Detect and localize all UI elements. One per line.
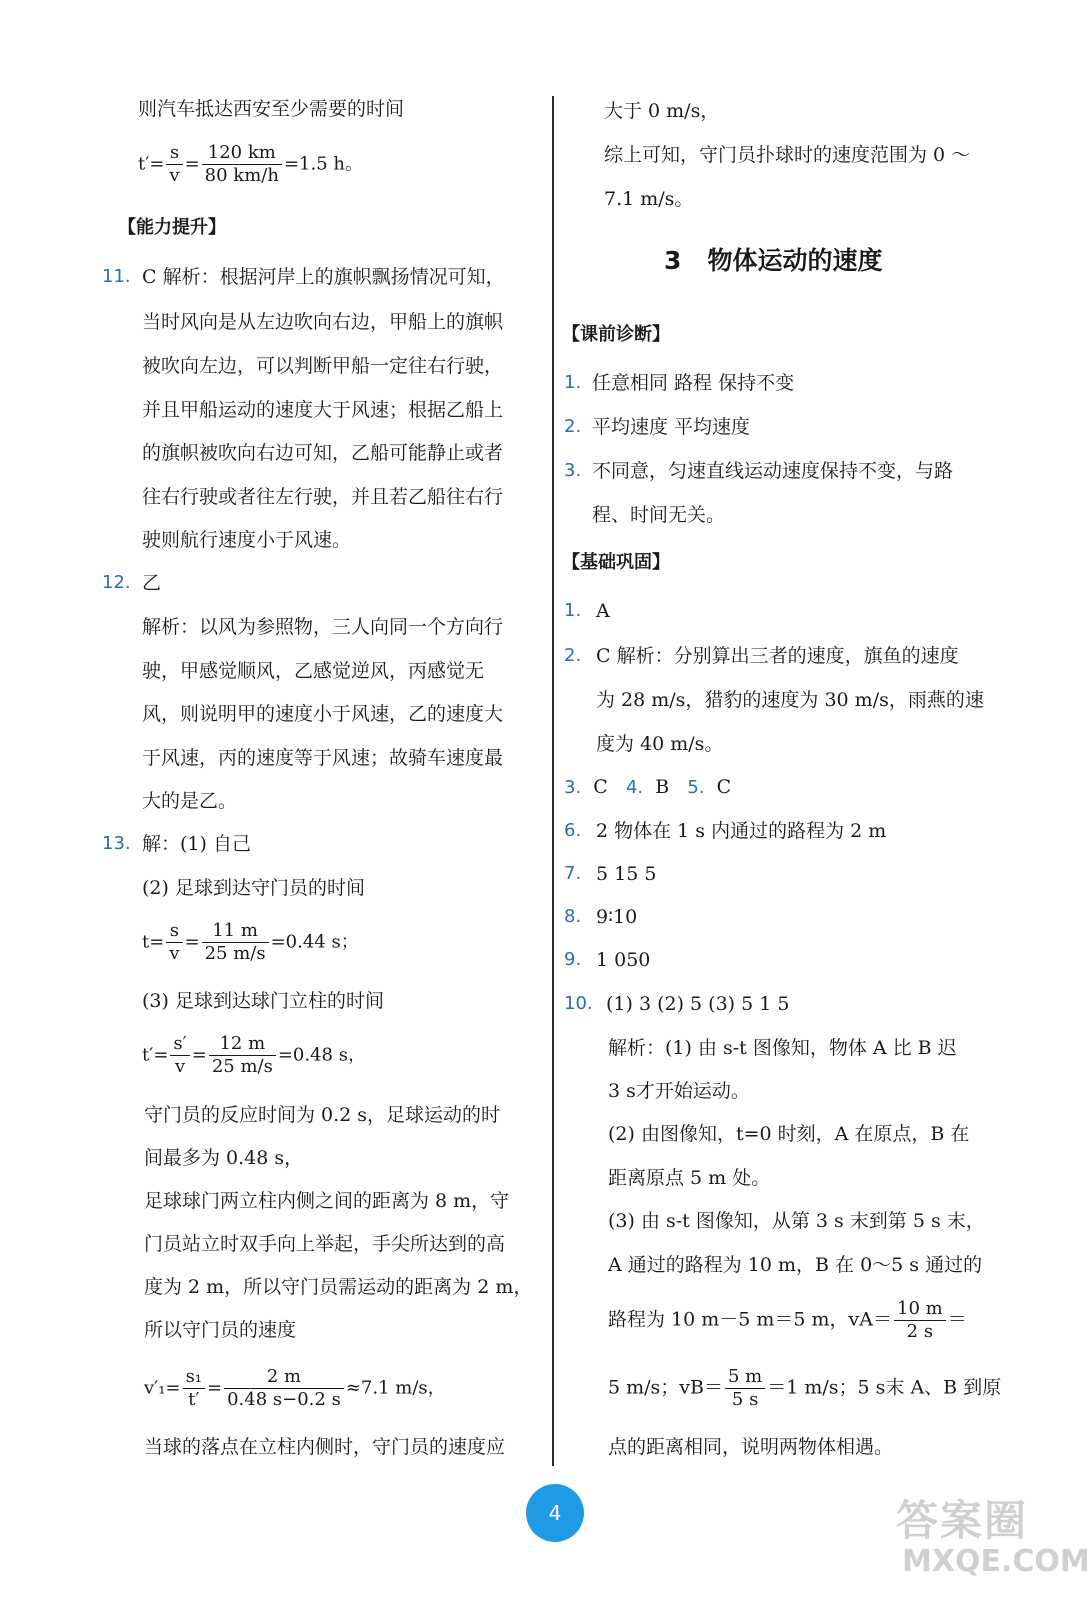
b7-text: 5 15 5 [596, 863, 657, 885]
b2-line: 为 28 m/s，猎豹的速度为 30 m/s，雨燕的速 [596, 689, 984, 711]
b10-line: 3 s才开始运动。 [608, 1080, 750, 1102]
q13-first: 解：(1) 自己 [142, 833, 251, 855]
q13-last: 当球的落点在立柱内侧时，守门员的速度应 [144, 1436, 506, 1458]
q11-line: 并且甲船运动的速度大于风速；根据乙船上 [142, 399, 504, 421]
b2-line: 度为 40 m/s。 [596, 733, 724, 755]
page-number: 4 [526, 1484, 584, 1542]
chapter-heading [664, 248, 883, 274]
b2-number: 2. [564, 645, 582, 666]
pre2-number: 2. [564, 416, 582, 437]
column-divider [552, 96, 554, 1466]
section-basic: 【基础巩固】 [562, 552, 670, 573]
q11-line: 驶则航行速度小于风速。 [142, 529, 352, 551]
q13-part3: (3) 足球到达球门立柱的时间 [142, 990, 384, 1012]
section-ability: 【能力提升】 [118, 217, 226, 238]
watermark-text: 答案圈 [896, 1496, 1029, 1545]
chapter-title: 物体运动的速度 [707, 246, 883, 275]
cont-line: 综上可知，守门员扑球时的速度范围为 0 ～ [604, 144, 971, 166]
q13-line: 所以守门员的速度 [144, 1319, 297, 1341]
b10-line: (3) 由 s-t 图像知，从第 3 s 末到第 5 s 末， [608, 1210, 985, 1232]
q11-number: 11. [102, 266, 131, 287]
q11-line: 往右行驶或者往左行驶，并且若乙船往右行 [142, 486, 504, 508]
q12-number: 12. [102, 572, 131, 593]
q12-line: 解析：以风为参照物，三人向同一个方向行 [142, 616, 504, 638]
pre3-text-cont: 程、时间无关。 [592, 504, 726, 526]
chapter-number: 3 [664, 246, 682, 275]
b10-line: 解析：(1) 由 s-t 图像知，物体 A 比 B 迟 [608, 1037, 957, 1059]
b10-line: 距离原点 5 m 处。 [608, 1167, 771, 1189]
q11-line: 当时风向是从左边吹向右边，甲船上的旗帜 [142, 311, 504, 333]
b10-line: A 通过的路程为 10 m，B 在 0～5 s 通过的 [608, 1254, 983, 1276]
pre1-text: 任意相同 路程 保持不变 [592, 372, 795, 394]
formula-t-prime-2: t′= $\frac{s'}{v}$ = $\frac{12 m}{25 m/s}$ =0.48 s， [142, 1033, 366, 1077]
b1-text: A [596, 600, 610, 622]
q13-line: 足球球门两立柱内侧之间的距离为 8 m，守 [144, 1190, 510, 1212]
cont-line: 大于 0 m/s， [604, 100, 720, 122]
b8-text: 9∶10 [596, 906, 638, 928]
b6-number: 6. [564, 820, 582, 841]
q11-line: C 解析：根据河岸上的旗帜飘扬情况可知， [142, 266, 505, 288]
pre2-text: 平均速度 平均速度 [592, 416, 751, 438]
formula-v1-prime: v′₁= $\frac{\text{s₁}}{t'}$ = $\frac{2 m}{0.48 s-0.2 s}$ ≈7.1 m/s， [144, 1366, 446, 1410]
b10-number: 10. [564, 993, 593, 1014]
formula-va: 路程为 10 m－5 m＝5 m，vA＝ $\frac{10 m}{2 s}$ ＝ [608, 1298, 967, 1342]
b9-text: 1 050 [596, 949, 651, 971]
q12-line: 大的是乙。 [142, 790, 238, 812]
b6-text: 2 物体在 1 s 内通过的路程为 2 m [596, 820, 887, 842]
watermark-logo [896, 1488, 1090, 1588]
q13-line: 间最多为 0.48 s， [144, 1147, 304, 1169]
pre3-number: 3. [564, 460, 582, 481]
q13-line: 门员站立时双手向上举起，手尖所达到的高 [144, 1233, 506, 1255]
intro-line: 则汽车抵达西安至少需要的时间 [138, 98, 405, 120]
b10-first: (1) 3 (2) 5 (3) 5 1 5 [606, 993, 790, 1015]
formula-vb: 5 m/s；vB＝ $\frac{5 m}{5 s}$ ＝1 m/s；5 s末 A、B 到原 [608, 1366, 1002, 1410]
formula-t-prime: t′= $\frac{s}{v}$ = $\frac{120 km}{80 km/h}$ =1.5 h。 [138, 142, 363, 186]
q13-line: 守门员的反应时间为 0.2 s，足球运动的时 [144, 1104, 501, 1126]
q12-answer: 乙 [142, 572, 162, 594]
b10-last: 点的距离相同，说明两物体相遇。 [608, 1436, 894, 1458]
b9-number: 9. [564, 949, 582, 970]
q13-line: 度为 2 m，所以守门员需运动的距离为 2 m， [144, 1276, 533, 1298]
pre3-text: 不同意，匀速直线运动速度保持不变，与路 [592, 460, 954, 482]
q11-line: 的旗帜被吹向右边可知，乙船可能静止或者 [142, 442, 504, 464]
b10-line: (2) 由图像知，t=0 时刻，A 在原点，B 在 [608, 1123, 970, 1145]
q12-line: 驶，甲感觉顺风，乙感觉逆风，丙感觉无 [142, 660, 485, 682]
q13-number: 13. [102, 833, 131, 854]
q13-part2: (2) 足球到达守门员的时间 [142, 877, 365, 899]
b345-row: 3. C 4. B 5. C [564, 776, 732, 798]
b2-line: C 解析：分别算出三者的速度，旗鱼的速度 [596, 645, 959, 667]
section-pre-diagnosis: 【课前诊断】 [562, 324, 670, 345]
pre1-number: 1. [564, 372, 582, 393]
formula-t: t= $\frac{s}{v}$ = $\frac{11 m}{25 m/s}$ =0.44 s； [142, 920, 359, 964]
b1-number: 1. [564, 600, 582, 621]
q11-line: 被吹向左边，可以判断甲船一定往右行驶， [142, 355, 504, 377]
watermark-site: MXQE.COM [902, 1544, 1090, 1579]
b7-number: 7. [564, 863, 582, 884]
q12-line: 于风速，丙的速度等于风速；故骑车速度最 [142, 747, 504, 769]
b8-number: 8. [564, 906, 582, 927]
q12-line: 风，则说明甲的速度小于风速，乙的速度大 [142, 703, 504, 725]
cont-line: 7.1 m/s。 [604, 188, 694, 210]
